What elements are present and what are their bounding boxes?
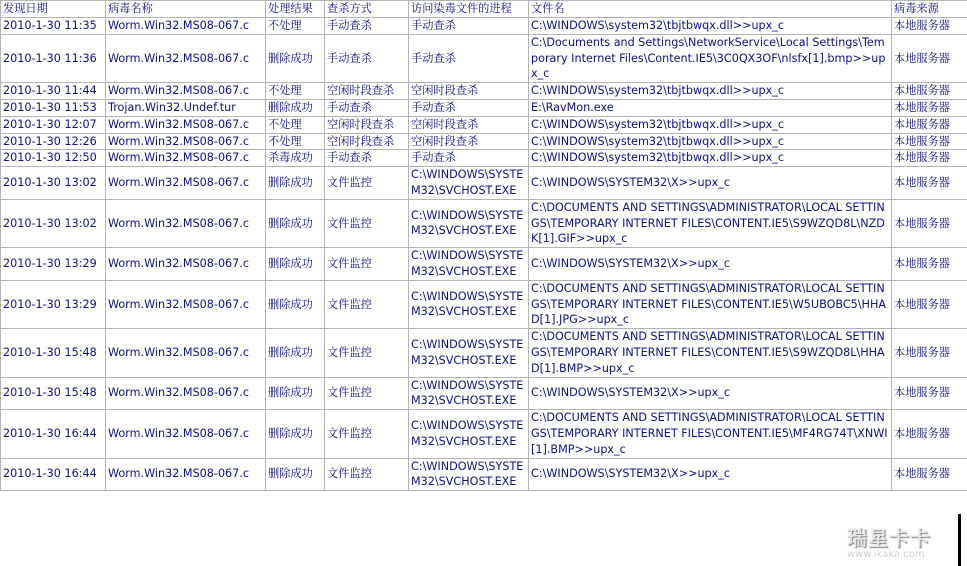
cell-result: 不处理 bbox=[266, 116, 325, 133]
cell-scan-method: 文件监控 bbox=[325, 199, 409, 247]
cell-date: 2010-1-30 13:29 bbox=[1, 248, 106, 281]
cell-process: C:\WINDOWS\SYSTEM32\SVCHOST.EXE bbox=[409, 458, 529, 491]
cell-file-name: C:\WINDOWS\SYSTEM32\X>>upx_c bbox=[529, 248, 892, 281]
cell-process: 空闲时段查杀 bbox=[409, 116, 529, 133]
cell-process: C:\WINDOWS\SYSTEM32\SVCHOST.EXE bbox=[409, 167, 529, 200]
cell-process: 手动查杀 bbox=[409, 18, 529, 35]
cell-scan-method: 文件监控 bbox=[325, 410, 409, 458]
cell-source: 本地服务器 bbox=[892, 410, 967, 458]
cell-scan-method: 手动查杀 bbox=[325, 18, 409, 35]
cell-file-name: C:\DOCUMENTS AND SETTINGS\ADMINISTRATOR\LOCAL SETTINGS\TEMPORARY INTERNET FILES\CONTENT.IE5\S9WZQD8L\HHAD[1].BMP>>upx_c bbox=[529, 329, 892, 377]
cell-file-name: E:\RavMon.exe bbox=[529, 99, 892, 116]
cell-date: 2010-1-30 16:44 bbox=[1, 410, 106, 458]
table-row[interactable] bbox=[1, 199, 967, 247]
cell-process: C:\WINDOWS\SYSTEM32\SVCHOST.EXE bbox=[409, 329, 529, 377]
cell-result: 不处理 bbox=[266, 83, 325, 100]
cell-scan-method: 空闲时段查杀 bbox=[325, 83, 409, 100]
cell-virus-name: Worm.Win32.MS08-067.c bbox=[106, 280, 266, 328]
cell-file-name: C:\DOCUMENTS AND SETTINGS\ADMINISTRATOR\LOCAL SETTINGS\TEMPORARY INTERNET FILES\CONTENT.IE5\W5UBOBC5\HHAD[1].JPG>>upx_c bbox=[529, 280, 892, 328]
cell-file-name: C:\DOCUMENTS AND SETTINGS\ADMINISTRATOR\LOCAL SETTINGS\TEMPORARY INTERNET FILES\CONTENT.IE5\S9WZQD8L\NZDK[1].GIF>>upx_c bbox=[529, 199, 892, 247]
cell-process: C:\WINDOWS\SYSTEM32\SVCHOST.EXE bbox=[409, 248, 529, 281]
cell-process: C:\WINDOWS\SYSTEM32\SVCHOST.EXE bbox=[409, 377, 529, 410]
cell-source: 本地服务器 bbox=[892, 167, 967, 200]
table-row[interactable] bbox=[1, 167, 967, 200]
table-row[interactable] bbox=[1, 248, 967, 281]
table-row[interactable] bbox=[1, 99, 967, 116]
cell-result: 删除成功 bbox=[266, 34, 325, 82]
cell-process: 手动查杀 bbox=[409, 34, 529, 82]
cell-source: 本地服务器 bbox=[892, 377, 967, 410]
watermark-url: www.ikaka.com bbox=[847, 549, 925, 560]
col-header-source[interactable]: 病毒来源 bbox=[892, 1, 967, 18]
table-row[interactable] bbox=[1, 377, 967, 410]
cell-result: 删除成功 bbox=[266, 248, 325, 281]
cell-source: 本地服务器 bbox=[892, 329, 967, 377]
cell-file-name: C:\DOCUMENTS AND SETTINGS\ADMINISTRATOR\LOCAL SETTINGS\TEMPORARY INTERNET FILES\CONTENT.IE5\MF4RG74T\XNWI[1].BMP>>upx_c bbox=[529, 410, 892, 458]
cell-source: 本地服务器 bbox=[892, 248, 967, 281]
watermark-text: 瑞星卡卡 bbox=[847, 526, 931, 550]
table-row[interactable] bbox=[1, 116, 967, 133]
cell-virus-name: Worm.Win32.MS08-067.c bbox=[106, 34, 266, 82]
cell-result: 删除成功 bbox=[266, 280, 325, 328]
cell-file-name: C:\WINDOWS\system32\tbjtbwqx.dll>>upx_c bbox=[529, 83, 892, 100]
cell-scan-method: 手动查杀 bbox=[325, 99, 409, 116]
col-header-date[interactable]: 发现日期 bbox=[1, 1, 106, 18]
cell-virus-name: Worm.Win32.MS08-067.c bbox=[106, 167, 266, 200]
cell-scan-method: 空闲时段查杀 bbox=[325, 133, 409, 150]
cell-source: 本地服务器 bbox=[892, 116, 967, 133]
cell-date: 2010-1-30 12:50 bbox=[1, 150, 106, 167]
cell-virus-name: Worm.Win32.MS08-067.c bbox=[106, 458, 266, 491]
cell-scan-method: 手动查杀 bbox=[325, 150, 409, 167]
header-row bbox=[1, 1, 967, 18]
cell-date: 2010-1-30 11:35 bbox=[1, 18, 106, 35]
cell-scan-method: 文件监控 bbox=[325, 167, 409, 200]
table-row[interactable] bbox=[1, 18, 967, 35]
table-row[interactable] bbox=[1, 133, 967, 150]
cell-virus-name: Worm.Win32.MS08-067.c bbox=[106, 83, 266, 100]
cell-source: 本地服务器 bbox=[892, 83, 967, 100]
col-header-file-name[interactable]: 文件名 bbox=[529, 1, 892, 18]
table-row[interactable] bbox=[1, 150, 967, 167]
cell-source: 本地服务器 bbox=[892, 99, 967, 116]
col-header-scan-method[interactable]: 查杀方式 bbox=[325, 1, 409, 18]
cell-result: 不处理 bbox=[266, 18, 325, 35]
cell-virus-name: Worm.Win32.MS08-067.c bbox=[106, 18, 266, 35]
cell-scan-method: 空闲时段查杀 bbox=[325, 116, 409, 133]
cell-scan-method: 文件监控 bbox=[325, 280, 409, 328]
cell-virus-name: Worm.Win32.MS08-067.c bbox=[106, 150, 266, 167]
cell-process: 手动查杀 bbox=[409, 99, 529, 116]
cell-virus-name: Worm.Win32.MS08-067.c bbox=[106, 199, 266, 247]
cell-file-name: C:\WINDOWS\system32\tbjtbwqx.dll>>upx_c bbox=[529, 18, 892, 35]
cell-date: 2010-1-30 12:07 bbox=[1, 116, 106, 133]
cell-result: 删除成功 bbox=[266, 410, 325, 458]
cell-virus-name: Worm.Win32.MS08-067.c bbox=[106, 410, 266, 458]
cell-process: 空闲时段查杀 bbox=[409, 83, 529, 100]
cell-source: 本地服务器 bbox=[892, 133, 967, 150]
cell-scan-method: 文件监控 bbox=[325, 377, 409, 410]
cell-file-name: C:\WINDOWS\system32\tbjtbwqx.dll>>upx_c bbox=[529, 150, 892, 167]
cell-virus-name: Worm.Win32.MS08-067.c bbox=[106, 377, 266, 410]
cell-source: 本地服务器 bbox=[892, 199, 967, 247]
cell-file-name: C:\WINDOWS\system32\tbjtbwqx.dll>>upx_c bbox=[529, 116, 892, 133]
cell-process: 空闲时段查杀 bbox=[409, 133, 529, 150]
cell-date: 2010-1-30 13:02 bbox=[1, 167, 106, 200]
cell-result: 删除成功 bbox=[266, 458, 325, 491]
col-header-result[interactable]: 处理结果 bbox=[266, 1, 325, 18]
col-header-process[interactable]: 访问染毒文件的进程 bbox=[409, 1, 529, 18]
cell-source: 本地服务器 bbox=[892, 280, 967, 328]
cell-virus-name: Worm.Win32.MS08-067.c bbox=[106, 248, 266, 281]
cell-process: C:\WINDOWS\SYSTEM32\SVCHOST.EXE bbox=[409, 410, 529, 458]
cell-result: 删除成功 bbox=[266, 329, 325, 377]
cell-date: 2010-1-30 13:29 bbox=[1, 280, 106, 328]
cell-scan-method: 文件监控 bbox=[325, 329, 409, 377]
cell-date: 2010-1-30 15:48 bbox=[1, 329, 106, 377]
col-header-virus-name[interactable]: 病毒名称 bbox=[106, 1, 266, 18]
cell-date: 2010-1-30 11:53 bbox=[1, 99, 106, 116]
cell-file-name: C:\Documents and Settings\NetworkService\Local Settings\Temporary Internet Files\Content.IE5\3C0QX3OF\nlsfx[1].bmp>>upx_c bbox=[529, 34, 892, 82]
table-row[interactable] bbox=[1, 410, 967, 458]
cell-virus-name: Worm.Win32.MS08-067.c bbox=[106, 116, 266, 133]
cell-date: 2010-1-30 11:44 bbox=[1, 83, 106, 100]
table-row[interactable] bbox=[1, 280, 967, 328]
cell-source: 本地服务器 bbox=[892, 458, 967, 491]
cell-result: 杀毒成功 bbox=[266, 150, 325, 167]
cell-virus-name: Trojan.Win32.Undef.tur bbox=[106, 99, 266, 116]
cell-file-name: C:\WINDOWS\SYSTEM32\X>>upx_c bbox=[529, 167, 892, 200]
table-row[interactable] bbox=[1, 83, 967, 100]
cell-file-name: C:\WINDOWS\system32\tbjtbwqx.dll>>upx_c bbox=[529, 133, 892, 150]
cell-source: 本地服务器 bbox=[892, 150, 967, 167]
cell-result: 删除成功 bbox=[266, 377, 325, 410]
cell-result: 不处理 bbox=[266, 133, 325, 150]
cell-virus-name: Worm.Win32.MS08-067.c bbox=[106, 329, 266, 377]
window-edge bbox=[958, 514, 967, 566]
cell-date: 2010-1-30 13:02 bbox=[1, 199, 106, 247]
cell-file-name: C:\WINDOWS\SYSTEM32\X>>upx_c bbox=[529, 458, 892, 491]
cell-source: 本地服务器 bbox=[892, 18, 967, 35]
cell-scan-method: 手动查杀 bbox=[325, 34, 409, 82]
cell-file-name: C:\WINDOWS\SYSTEM32\X>>upx_c bbox=[529, 377, 892, 410]
cell-date: 2010-1-30 12:26 bbox=[1, 133, 106, 150]
cell-date: 2010-1-30 11:36 bbox=[1, 34, 106, 82]
cell-result: 删除成功 bbox=[266, 199, 325, 247]
cell-process: C:\WINDOWS\SYSTEM32\SVCHOST.EXE bbox=[409, 280, 529, 328]
cell-source: 本地服务器 bbox=[892, 34, 967, 82]
cell-scan-method: 文件监控 bbox=[325, 248, 409, 281]
table-row[interactable] bbox=[1, 458, 967, 491]
cell-result: 删除成功 bbox=[266, 99, 325, 116]
cell-virus-name: Worm.Win32.MS08-067.c bbox=[106, 133, 266, 150]
watermark-logo bbox=[847, 522, 959, 560]
cell-process: C:\WINDOWS\SYSTEM32\SVCHOST.EXE bbox=[409, 199, 529, 247]
cell-date: 2010-1-30 15:48 bbox=[1, 377, 106, 410]
cell-result: 删除成功 bbox=[266, 167, 325, 200]
table-row[interactable] bbox=[1, 34, 967, 82]
cell-date: 2010-1-30 16:44 bbox=[1, 458, 106, 491]
cell-process: 手动查杀 bbox=[409, 150, 529, 167]
cell-scan-method: 文件监控 bbox=[325, 458, 409, 491]
table-row[interactable] bbox=[1, 329, 967, 377]
